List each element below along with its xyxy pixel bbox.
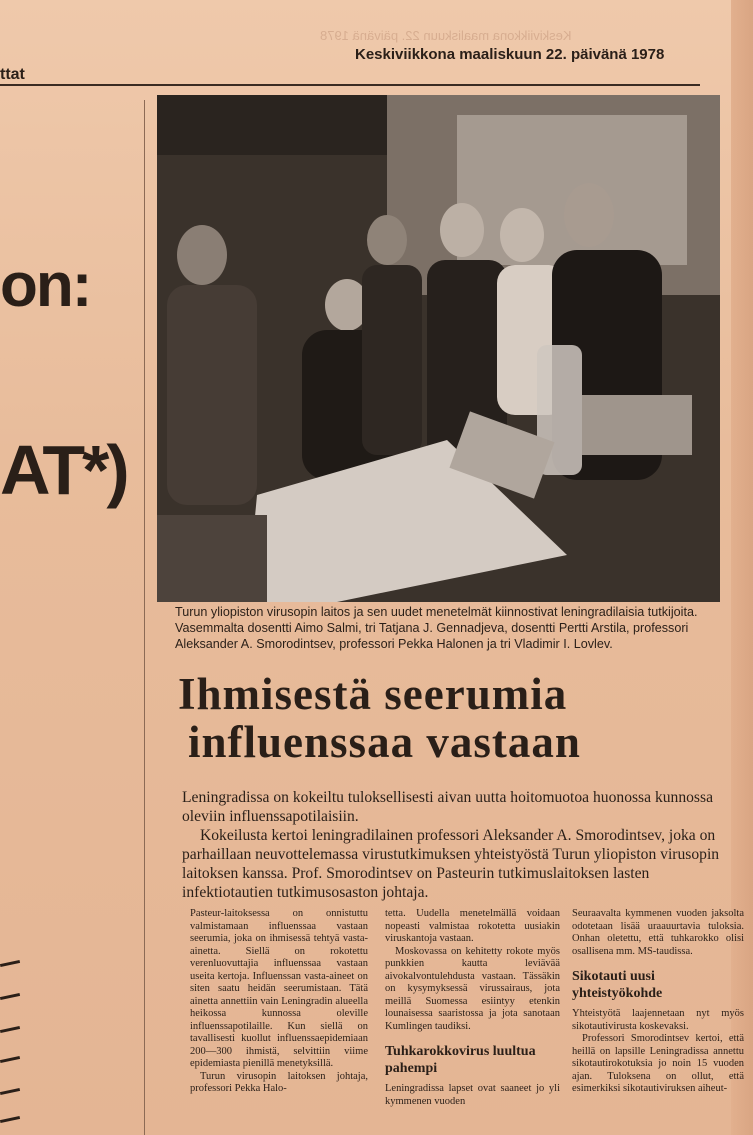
body-paragraph: Moskovassa on kehitetty rokote myös punkkien kautta leviävää aivokalvontulehdusta vastaan. Tässäkin on kysymyksessä virussairaus, jota meillä Suomessa esiintyy etenkin lounaisessa saaristossa ja jota sanotaan Kumlingen taudiksi. xyxy=(385,945,560,1032)
photo-caption: Turun yliopiston virusopin laitos ja sen uudet menetelmät kiinnostivat leningradilaisia tutkijoita. Vasemmalta dosentti Aimo Salmi, tri Tatjana J. Gennadjeva, dosentti Pertti Arstila, professori Aleksander A. Smorodintsev, professori Pekka Halonen ja tri Vladimir I. Lovlev. xyxy=(175,605,698,651)
show-through-text: Keskiviikkona maaliskuun 22. päivänä 1978 xyxy=(320,28,572,43)
article-lead xyxy=(182,788,742,902)
left-dash xyxy=(0,960,20,967)
body-paragraph: Turun virusopin laitoksen johtaja, professori Pekka Halo- xyxy=(190,1070,368,1094)
left-headline-fragment-2: AT*) xyxy=(0,431,127,509)
body-column-2 xyxy=(385,908,560,1108)
body-paragraph: Seuraavalta kymmenen vuoden jaksolta odotetaan lisää uraauurtavia tuloksia. Onhan oletettu, että tuhkarokko olisi osallisena mm. MS-taudissa. xyxy=(572,908,744,957)
body-paragraph: Yhteistyötä laajennetaan nyt myös sikotautivirusta koskevaksi. xyxy=(572,1008,744,1032)
subheading: Tuhkarokkovirus luultua pahempi xyxy=(385,1044,536,1076)
left-headline-fragment: on: xyxy=(0,251,91,320)
article-headline-line-2: influenssaa vastaan xyxy=(188,717,581,767)
lead-paragraph: Kokeilusta kertoi leningradilainen professori Aleksander A. Smorodintsev, joka on parhaillaan neuvottelemassa virustutkimuksen yhteistyöstä Turun yliopiston virusopin laitoksen kanssa. Prof. Smorodintsev on Pasteurin tutkimuslaitoksen lasten infektiotautien tutkimusosaston johtaja. xyxy=(182,827,720,901)
section-title-fragment: ttat xyxy=(0,66,25,83)
column-rule xyxy=(144,100,145,1135)
news-photo xyxy=(157,95,720,602)
body-column-3 xyxy=(572,908,744,1096)
body-paragraph: Leningradissa lapset ovat saaneet jo yli kymmenen vuoden xyxy=(385,1083,560,1107)
header-rule xyxy=(0,84,700,86)
body-paragraph: Professori Smorodintsev kertoi, että heillä on lapsille Leningradissa annettu sikotautirokotuksia jo noin 15 vuoden ajan. Tuloksena on ollut, että esimerkiksi sikotautiviruksen aiheut- xyxy=(572,1033,744,1094)
left-dash xyxy=(0,1116,20,1123)
left-dash xyxy=(0,1026,20,1033)
body-paragraph: tetta. Uudella menetelmällä voidaan nopeasti valmistaa rokotetta uusiakin viruskantoja vastaan. xyxy=(385,908,560,944)
left-dash xyxy=(0,1056,20,1063)
left-dash xyxy=(0,1088,20,1095)
lead-paragraph: Leningradissa on kokeiltu tuloksellisesti aivan uutta hoitomuotoa huonossa kunnossa oleviin influenssapotilaisiin. xyxy=(182,789,713,825)
subheading: Sikotauti uusi yhteistyökohde xyxy=(572,969,663,1001)
left-dash xyxy=(0,993,20,1000)
body-paragraph: Pasteur-laitoksessa on onnistuttu valmistamaan influenssaa vastaan seerumia, joka on ihmisessä tehtyä vasta-ainetta. Siellä on rokotettu verenluovuttajia influenssaa vastaan useita kertoja. Influenssan vasta-aineet on siten saatu heidän seerumistaan. Tätä ainetta annettiin vain Leningradin alueella heikossa kunnossa oleville influenssapotilaille. Kun siellä on tavallisesti kuollut influenssaepidemiaan 200—300 ihmistä, selvittiin viime epidemiasta pienillä menetyksillä. xyxy=(190,908,368,1069)
body-column-1 xyxy=(190,908,368,1096)
article-headline-line-1: Ihmisestä seerumia xyxy=(178,669,568,719)
issue-date: Keskiviikkona maaliskuun 22. päivänä 1978 xyxy=(355,46,665,63)
